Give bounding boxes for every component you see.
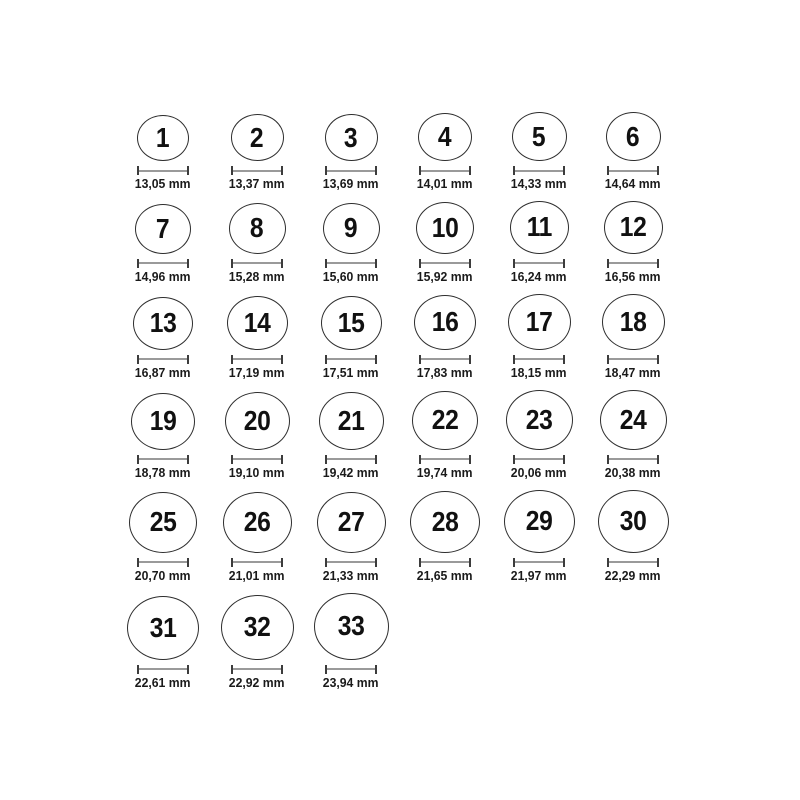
measure-tick-right-icon <box>469 355 471 364</box>
ring-circle <box>504 490 575 553</box>
measure-bar <box>419 458 471 460</box>
measure-tick-left-icon <box>607 355 609 364</box>
measure-tick-right-icon <box>375 455 377 464</box>
ring-size-number: 11 <box>526 211 552 243</box>
measure-tick-right-icon <box>281 665 283 674</box>
measure-tick-left-icon <box>137 259 139 268</box>
ring-circle <box>602 294 665 350</box>
measure-tick-left-icon <box>231 166 233 175</box>
chart-row <box>116 593 680 691</box>
ring-size-item <box>492 201 586 285</box>
ring-circle <box>135 204 191 254</box>
measure-tick-left-icon <box>513 166 515 175</box>
ring-size-item <box>586 201 680 285</box>
measure-tick-right-icon <box>281 455 283 464</box>
ring-circle <box>127 596 199 660</box>
measure-tick-right-icon <box>375 558 377 567</box>
measure-tick-left-icon <box>137 455 139 464</box>
ring-circle <box>223 492 292 553</box>
measure-tick-right-icon <box>281 355 283 364</box>
diameter-measure-line <box>231 558 283 567</box>
ring-circle <box>319 392 384 450</box>
measure-tick-left-icon <box>231 455 233 464</box>
ring-size-number: 21 <box>337 404 365 436</box>
measure-tick-left-icon <box>137 166 139 175</box>
ring-circle <box>506 390 573 450</box>
ring-size-item <box>586 112 680 192</box>
measure-bar <box>513 170 565 172</box>
measure-bar <box>137 170 189 172</box>
diameter-label: 18,78 mm <box>135 464 191 480</box>
ring-size-number: 17 <box>525 305 553 337</box>
ring-size-item <box>116 115 210 192</box>
measure-tick-right-icon <box>563 259 565 268</box>
measure-bar <box>137 668 189 670</box>
measure-tick-right-icon <box>281 558 283 567</box>
measure-tick-right-icon <box>469 455 471 464</box>
diameter-label: 13,05 mm <box>135 176 191 191</box>
ring-size-number: 8 <box>250 212 264 244</box>
diameter-measure-line <box>419 166 471 175</box>
measure-tick-right-icon <box>187 259 189 268</box>
measure-bar <box>231 561 283 563</box>
ring-circle <box>131 393 195 450</box>
measure-bar <box>325 458 377 460</box>
ring-size-item <box>398 295 492 381</box>
measure-tick-right-icon <box>187 558 189 567</box>
measure-tick-right-icon <box>375 355 377 364</box>
ring-circle <box>221 595 294 660</box>
diameter-label: 19,74 mm <box>417 464 473 480</box>
measure-bar <box>513 358 565 360</box>
ring-size-item <box>492 112 586 192</box>
ring-circle <box>321 296 382 350</box>
diameter-label: 21,01 mm <box>229 567 285 583</box>
ring-size-number: 29 <box>525 505 553 537</box>
diameter-label: 21,65 mm <box>417 567 473 583</box>
diameter-label: 13,37 mm <box>229 176 285 191</box>
ring-size-number: 28 <box>431 505 459 537</box>
measure-bar <box>231 170 283 172</box>
ring-circle <box>229 203 286 254</box>
measure-tick-left-icon <box>419 166 421 175</box>
ring-size-item <box>586 294 680 381</box>
ring-size-number: 30 <box>619 505 647 537</box>
measure-tick-right-icon <box>281 259 283 268</box>
ring-circle <box>512 112 567 161</box>
ring-circle <box>598 490 669 553</box>
ring-size-number: 15 <box>337 306 365 338</box>
ring-circle <box>325 114 378 161</box>
measure-tick-left-icon <box>419 355 421 364</box>
ring-size-number: 25 <box>149 506 177 538</box>
ring-circle <box>227 296 288 350</box>
diameter-label: 22,61 mm <box>135 674 191 690</box>
chart-row <box>116 294 680 381</box>
ring-size-number: 7 <box>156 212 170 244</box>
ring-circle <box>314 593 389 660</box>
measure-tick-right-icon <box>657 259 659 268</box>
measure-tick-left-icon <box>137 355 139 364</box>
ring-size-item <box>492 294 586 381</box>
diameter-label: 14,96 mm <box>135 268 191 284</box>
measure-tick-right-icon <box>375 259 377 268</box>
ring-size-number: 23 <box>525 403 553 435</box>
measure-bar <box>231 358 283 360</box>
ring-size-item <box>304 492 398 584</box>
measure-tick-left-icon <box>231 259 233 268</box>
diameter-measure-line <box>137 558 189 567</box>
measure-tick-right-icon <box>187 166 189 175</box>
chart-row <box>116 201 680 285</box>
measure-tick-right-icon <box>563 166 565 175</box>
measure-bar <box>137 262 189 264</box>
ring-size-item <box>210 492 304 584</box>
ring-size-item <box>210 114 304 192</box>
ring-size-number: 4 <box>438 121 452 152</box>
diameter-measure-line <box>607 259 659 268</box>
measure-tick-left-icon <box>137 665 139 674</box>
diameter-label: 19,42 mm <box>323 464 379 480</box>
ring-size-number: 13 <box>149 307 177 339</box>
ring-size-item <box>210 595 304 691</box>
measure-bar <box>419 170 471 172</box>
ring-size-item <box>304 296 398 381</box>
measure-tick-left-icon <box>325 259 327 268</box>
ring-size-number: 26 <box>243 506 271 538</box>
ring-size-number: 19 <box>149 405 177 437</box>
ring-size-item <box>304 114 398 192</box>
diameter-measure-line <box>137 355 189 364</box>
diameter-measure-line <box>419 355 471 364</box>
measure-bar <box>325 561 377 563</box>
measure-tick-left-icon <box>231 355 233 364</box>
diameter-measure-line <box>607 355 659 364</box>
diameter-label: 13,69 mm <box>323 176 379 191</box>
measure-tick-left-icon <box>419 455 421 464</box>
diameter-label: 17,83 mm <box>417 364 473 380</box>
diameter-label: 16,24 mm <box>511 268 567 284</box>
measure-tick-left-icon <box>513 355 515 364</box>
ring-size-item <box>398 391 492 481</box>
measure-bar <box>137 561 189 563</box>
ring-size-number: 6 <box>626 120 640 152</box>
diameter-measure-line <box>231 259 283 268</box>
ring-size-number: 33 <box>337 610 365 642</box>
ring-size-number: 9 <box>344 212 358 244</box>
ring-size-number: 3 <box>344 121 358 153</box>
ring-size-item <box>210 296 304 381</box>
ring-size-item <box>116 596 210 691</box>
diameter-label: 15,28 mm <box>229 268 285 284</box>
measure-tick-right-icon <box>469 558 471 567</box>
ring-size-item <box>492 490 586 584</box>
measure-bar <box>231 668 283 670</box>
ring-circle <box>225 392 290 450</box>
ring-size-item <box>304 203 398 285</box>
diameter-label: 18,47 mm <box>605 364 661 380</box>
measure-tick-left-icon <box>607 455 609 464</box>
chart-row <box>116 112 680 192</box>
diameter-label: 20,70 mm <box>135 567 191 583</box>
measure-tick-left-icon <box>513 558 515 567</box>
measure-tick-left-icon <box>607 558 609 567</box>
measure-tick-right-icon <box>469 166 471 175</box>
measure-tick-right-icon <box>563 355 565 364</box>
diameter-measure-line <box>607 455 659 464</box>
ring-circle <box>410 491 480 553</box>
diameter-label: 15,92 mm <box>417 268 473 284</box>
diameter-measure-line <box>325 455 377 464</box>
diameter-measure-line <box>137 166 189 175</box>
chart-row <box>116 490 680 584</box>
ring-size-number: 27 <box>337 506 365 538</box>
ring-circle <box>416 202 474 254</box>
ring-size-item <box>398 202 492 285</box>
measure-bar <box>607 458 659 460</box>
ring-size-number: 12 <box>619 211 647 243</box>
measure-bar <box>325 668 377 670</box>
diameter-measure-line <box>137 455 189 464</box>
measure-bar <box>419 262 471 264</box>
measure-bar <box>231 262 283 264</box>
measure-tick-right-icon <box>657 455 659 464</box>
measure-bar <box>231 458 283 460</box>
ring-size-number: 32 <box>243 611 271 643</box>
measure-bar <box>419 561 471 563</box>
measure-tick-left-icon <box>513 259 515 268</box>
ring-size-number: 31 <box>149 611 177 643</box>
ring-circle <box>133 297 193 350</box>
measure-bar <box>419 358 471 360</box>
ring-circle <box>606 112 661 161</box>
measure-tick-left-icon <box>607 166 609 175</box>
diameter-label: 14,01 mm <box>417 176 473 191</box>
diameter-label: 22,92 mm <box>229 674 285 690</box>
measure-tick-right-icon <box>187 455 189 464</box>
diameter-label: 16,87 mm <box>135 364 191 380</box>
ring-circle <box>508 294 571 350</box>
ring-size-number: 14 <box>243 306 271 338</box>
measure-tick-right-icon <box>375 166 377 175</box>
measure-bar <box>325 262 377 264</box>
measure-tick-left-icon <box>419 259 421 268</box>
ring-size-item <box>304 593 398 691</box>
measure-tick-right-icon <box>657 166 659 175</box>
diameter-measure-line <box>325 259 377 268</box>
measure-tick-right-icon <box>187 355 189 364</box>
diameter-measure-line <box>325 558 377 567</box>
measure-bar <box>607 170 659 172</box>
measure-bar <box>137 458 189 460</box>
measure-tick-left-icon <box>325 665 327 674</box>
diameter-label: 18,15 mm <box>511 364 567 380</box>
measure-tick-right-icon <box>375 665 377 674</box>
ring-circle <box>418 113 472 161</box>
diameter-label: 15,60 mm <box>323 268 379 284</box>
diameter-label: 21,33 mm <box>323 567 379 583</box>
diameter-measure-line <box>513 455 565 464</box>
diameter-label: 20,38 mm <box>605 464 661 480</box>
diameter-measure-line <box>513 259 565 268</box>
ring-size-item <box>210 203 304 285</box>
measure-tick-right-icon <box>187 665 189 674</box>
ring-size-number: 20 <box>243 404 271 436</box>
measure-tick-left-icon <box>231 665 233 674</box>
ring-circle <box>604 201 663 254</box>
ring-circle <box>412 391 478 450</box>
measure-bar <box>325 358 377 360</box>
diameter-measure-line <box>231 166 283 175</box>
diameter-label: 22,29 mm <box>605 567 661 583</box>
measure-bar <box>513 458 565 460</box>
diameter-label: 20,06 mm <box>511 464 567 480</box>
measure-tick-left-icon <box>137 558 139 567</box>
diameter-measure-line <box>325 355 377 364</box>
diameter-measure-line <box>607 558 659 567</box>
ring-size-item <box>116 297 210 381</box>
diameter-measure-line <box>513 355 565 364</box>
diameter-label: 14,33 mm <box>511 176 567 191</box>
ring-size-item <box>304 392 398 481</box>
measure-bar <box>137 358 189 360</box>
ring-circle <box>323 203 380 254</box>
measure-bar <box>325 170 377 172</box>
diameter-measure-line <box>419 259 471 268</box>
ring-size-number: 16 <box>431 306 459 338</box>
measure-tick-left-icon <box>607 259 609 268</box>
measure-tick-right-icon <box>657 558 659 567</box>
ring-size-number: 24 <box>619 403 647 435</box>
measure-bar <box>607 561 659 563</box>
ring-size-number: 10 <box>431 211 459 243</box>
measure-tick-left-icon <box>231 558 233 567</box>
diameter-measure-line <box>231 665 283 674</box>
diameter-measure-line <box>607 166 659 175</box>
diameter-label: 17,19 mm <box>229 364 285 380</box>
ring-size-item <box>492 390 586 481</box>
measure-bar <box>607 358 659 360</box>
ring-circle <box>137 115 189 161</box>
measure-tick-left-icon <box>325 455 327 464</box>
diameter-measure-line <box>137 259 189 268</box>
ring-circle <box>510 201 569 254</box>
measure-tick-right-icon <box>563 455 565 464</box>
diameter-measure-line <box>419 455 471 464</box>
ring-circle <box>600 390 667 450</box>
ring-size-number: 22 <box>431 404 459 436</box>
ring-circle <box>129 492 197 553</box>
ring-size-item <box>210 392 304 481</box>
ring-size-item <box>586 490 680 584</box>
diameter-label: 23,94 mm <box>323 674 379 690</box>
ring-size-number: 1 <box>156 122 170 153</box>
diameter-measure-line <box>325 166 377 175</box>
chart-row <box>116 390 680 481</box>
ring-size-number: 2 <box>250 121 264 153</box>
ring-size-item <box>116 204 210 285</box>
ring-size-item <box>398 113 492 192</box>
measure-bar <box>513 561 565 563</box>
ring-size-item <box>116 393 210 481</box>
ring-size-item <box>586 390 680 481</box>
ring-size-number: 5 <box>532 120 546 152</box>
measure-tick-right-icon <box>281 166 283 175</box>
measure-tick-right-icon <box>469 259 471 268</box>
diameter-measure-line <box>231 355 283 364</box>
measure-tick-left-icon <box>325 166 327 175</box>
diameter-measure-line <box>137 665 189 674</box>
measure-bar <box>607 262 659 264</box>
ring-circle <box>414 295 476 350</box>
diameter-label: 21,97 mm <box>511 567 567 583</box>
diameter-measure-line <box>325 665 377 674</box>
ring-size-number: 18 <box>619 305 647 337</box>
measure-tick-left-icon <box>325 355 327 364</box>
measure-tick-left-icon <box>325 558 327 567</box>
measure-tick-left-icon <box>419 558 421 567</box>
measure-bar <box>513 262 565 264</box>
diameter-label: 14,64 mm <box>605 176 661 191</box>
measure-tick-right-icon <box>563 558 565 567</box>
diameter-label: 16,56 mm <box>605 268 661 284</box>
diameter-measure-line <box>419 558 471 567</box>
diameter-label: 17,51 mm <box>323 364 379 380</box>
diameter-label: 19,10 mm <box>229 464 285 480</box>
diameter-measure-line <box>231 455 283 464</box>
measure-tick-right-icon <box>657 355 659 364</box>
ring-size-item <box>398 491 492 584</box>
ring-circle <box>231 114 284 161</box>
ring-size-item <box>116 492 210 584</box>
diameter-measure-line <box>513 558 565 567</box>
ring-circle <box>317 492 386 553</box>
measure-tick-left-icon <box>513 455 515 464</box>
diameter-measure-line <box>513 166 565 175</box>
